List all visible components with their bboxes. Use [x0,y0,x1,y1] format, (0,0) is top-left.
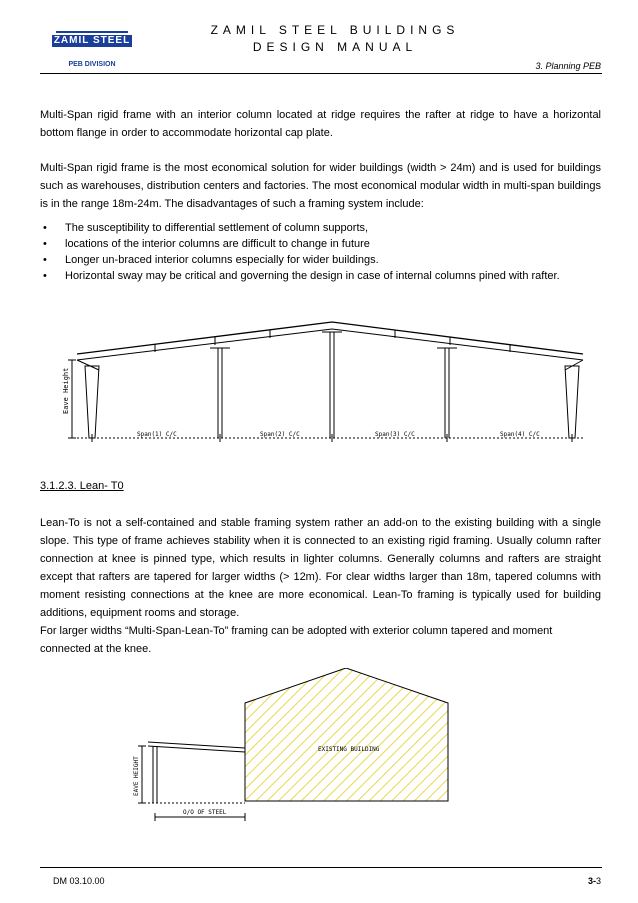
paragraph-1 [40,106,601,142]
list-item-text: Longer un-braced interior columns especially for wider buildings. [65,254,379,266]
chapter-label: 3. Planning PEB [535,61,601,71]
paragraph-2 [40,159,601,213]
paragraph-1-text: Multi-Span rigid frame with an interior column located at ridge requires the rafter at ridge to have a horizontal bottom flange in order to accommodate horizontal cap plate. [40,109,601,139]
eave-height-label-2: EAVE HEIGHT [133,756,140,796]
list-item: • The susceptibility to differential settlement of column supports, [43,222,369,234]
page-number [588,876,601,886]
page-number-value: 3 [595,876,601,886]
title-line-2: DESIGN MANUAL [252,40,418,54]
paragraph-4-text: For larger widths “Multi-Span-Lean-To” framing can be adopted with exterior column tapered and moment connected at the knee. [40,625,553,655]
logo-building-mark [56,22,128,33]
lean-to-diagram [128,668,588,828]
existing-building-label: EXISTING BUILDING [318,746,380,753]
list-item: • Longer un-braced interior columns especially for wider buildings. [43,254,379,266]
span-1-label: Span(1) C/C [137,431,177,438]
document-title [170,22,500,56]
list-item-text: locations of the interior columns are difficult to change in future [65,238,370,250]
section-heading: 3.1.2.3. Lean- T0 [40,480,124,492]
multi-span-frame-diagram [55,318,595,446]
span-4-label: Span(4) C/C [500,431,540,438]
span-2-label: Span(2) C/C [260,431,300,438]
width-label: O/O OF STEEL [183,809,227,816]
title-line-1: ZAMIL STEEL BUILDINGS [210,23,460,37]
span-3-label: Span(3) C/C [375,431,415,438]
logo-text: ZAMIL STEEL [53,35,131,46]
list-item-text: Horizontal sway may be critical and governing the design in case of internal columns pined with rafter. [65,270,560,282]
paragraph-3 [40,514,601,658]
page-number-prefix: 3- [587,876,596,886]
division-label: PEB DIVISION [68,61,116,68]
eave-height-label: Eave Height [62,367,70,414]
list-item: • Horizontal sway may be critical and governing the design in case of internal columns pined with rafter. [43,270,560,282]
paragraph-3-text: Lean-To is not a self-contained and stable framing system rather an add-on to the existing building with a single slope. This type of frame achieves stability when it is connected to an existing rigid framing. Usually column rafter connection at knee is pinned type, which results in lighter columns. Generally columns and rafters are straight except that rafters are tapered for larger widths (> 12m). For clear widths larger than 18m, tapered columns with moment resisting connections at the knee are more economical. Lean-To framing is typically used for building additions, equipment rooms and storage. [40,517,601,619]
paragraph-2-text: Multi-Span rigid frame is the most economical solution for wider buildings (width > 24m) and is used for buildings such as warehouses, distribution centers and factories. The most economical modular width in multi-span buildings is in the range 18m-24m. The disadvantages of such a framing system include: [40,162,601,210]
disadvantages-list [40,220,601,284]
document-code: DM 03.10.00 [53,876,105,886]
existing-building [245,668,448,801]
company-logo [52,22,132,68]
header-divider [40,73,602,74]
list-item: • locations of the interior columns are difficult to change in future [43,238,370,250]
list-item-text: The susceptibility to differential settlement of column supports, [65,222,369,234]
footer-divider [40,867,602,868]
